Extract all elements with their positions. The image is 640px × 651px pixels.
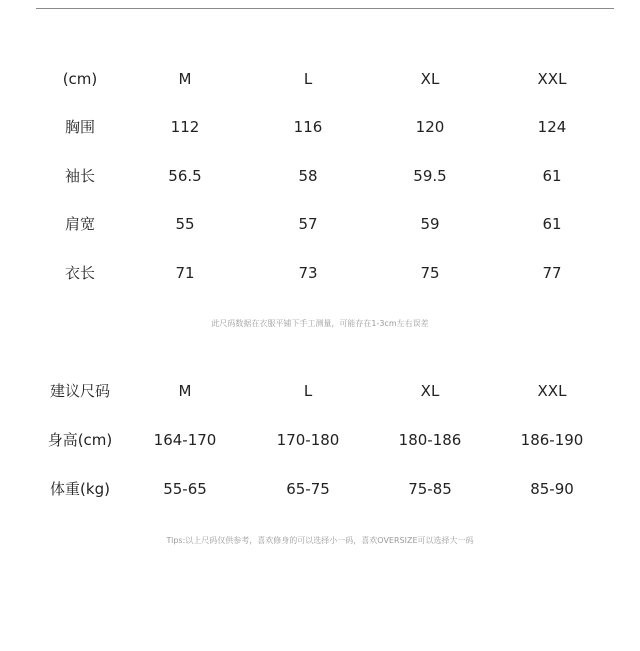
table-cell: 61: [542, 215, 562, 233]
table-cell: 180-186: [398, 431, 462, 449]
size-header-xxl: XXL: [537, 382, 567, 400]
table-cell: 75-85: [408, 480, 452, 498]
row-label: 衣长: [64, 264, 95, 282]
table-cell: 57: [298, 215, 318, 233]
size-header-l: L: [303, 70, 313, 88]
unit-label: (cm): [62, 70, 98, 88]
table-cell: 61: [542, 167, 562, 185]
table-cell: 59: [420, 215, 440, 233]
size-table-header-row: [0, 67, 640, 91]
recommend-label: 建议尺码: [49, 382, 110, 400]
table-cell: 56.5: [168, 167, 202, 185]
table-cell: 112: [170, 118, 200, 136]
table-row-height: [0, 428, 640, 452]
size-tips-note: Tips:以上尺码仅供参考，喜欢修身的可以选择小一码，喜欢OVERSIZE可以选择大一码: [166, 536, 474, 545]
row-label: 肩宽: [64, 215, 95, 233]
table-cell: 77: [542, 264, 562, 282]
table-cell: 186-190: [520, 431, 584, 449]
table-row-sleeve: [0, 164, 640, 188]
measurement-note: 此尺码数据在衣服平铺下手工测量，可能存在1-3cm左右误差: [211, 319, 429, 328]
table-cell: 55: [175, 215, 195, 233]
table-cell: 120: [415, 118, 445, 136]
table-row-shoulder: [0, 212, 640, 236]
row-label: 身高(cm): [47, 431, 113, 449]
size-header-m: M: [178, 70, 192, 88]
table-cell: 59.5: [413, 167, 447, 185]
row-label: 胸围: [64, 118, 95, 136]
row-label: 体重(kg): [50, 480, 110, 498]
table-cell: 75: [420, 264, 440, 282]
size-header-m: M: [178, 382, 192, 400]
table-row-weight: [0, 477, 640, 501]
table-row-chest: [0, 115, 640, 139]
size-header-xl: XL: [420, 382, 440, 400]
table-cell: 58: [298, 167, 318, 185]
table-cell: 73: [298, 264, 318, 282]
size-header-xxl: XXL: [537, 70, 567, 88]
table-cell: 164-170: [153, 431, 217, 449]
top-divider: [36, 8, 614, 9]
table-cell: 85-90: [530, 480, 574, 498]
size-header-l: L: [303, 382, 313, 400]
table-cell: 55-65: [163, 480, 207, 498]
table-cell: 65-75: [286, 480, 330, 498]
table-row-length: [0, 261, 640, 285]
table-cell: 116: [293, 118, 323, 136]
row-label: 袖长: [64, 167, 95, 185]
table-cell: 124: [537, 118, 567, 136]
table-cell: 71: [175, 264, 195, 282]
size-header-xl: XL: [420, 70, 440, 88]
recommend-header-row: [0, 379, 640, 403]
table-cell: 170-180: [276, 431, 340, 449]
